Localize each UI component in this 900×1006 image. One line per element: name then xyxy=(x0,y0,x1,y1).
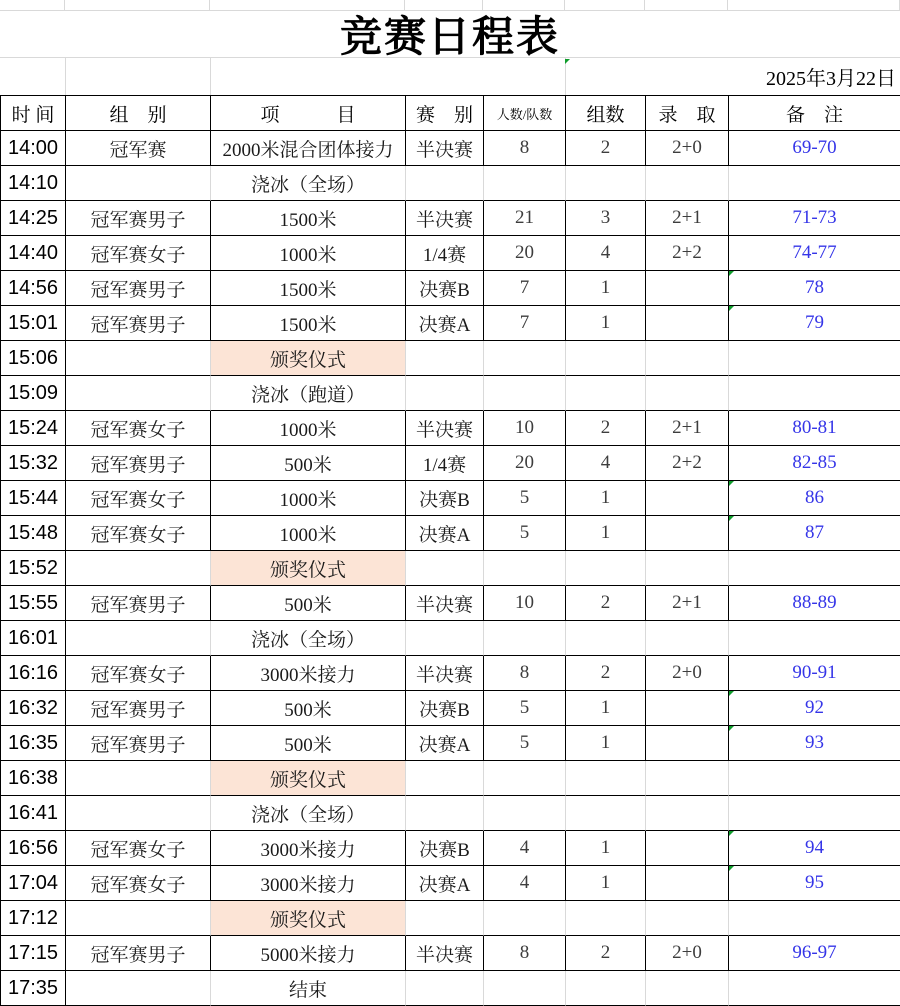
cell-group: 冠军赛男子 xyxy=(66,726,211,761)
cell-qualify xyxy=(646,166,729,201)
cell-group: 冠军赛 xyxy=(66,131,211,166)
cell-count xyxy=(484,551,566,586)
cell-group xyxy=(66,901,211,936)
cell-race xyxy=(406,971,484,1006)
cell-race: 1/4赛 xyxy=(406,236,484,271)
cell-event: 3000米接力 xyxy=(211,656,406,691)
cell-qualify xyxy=(646,376,729,411)
cell-count: 8 xyxy=(484,131,566,166)
cell-race xyxy=(406,761,484,796)
cell-count: 5 xyxy=(484,726,566,761)
cell-note xyxy=(729,761,900,796)
cell-time: 15:09 xyxy=(1,376,66,411)
cell-event: 浇冰（全场） xyxy=(211,796,406,831)
cell-race: 半决赛 xyxy=(406,411,484,446)
cell-race: 决赛B xyxy=(406,831,484,866)
cell-event: 1000米 xyxy=(211,481,406,516)
cell-count: 5 xyxy=(484,481,566,516)
cell-count: 10 xyxy=(484,586,566,621)
cell-qualify: 2+0 xyxy=(646,131,729,166)
cell-note: 88-89 xyxy=(729,586,900,621)
cell-time: 17:35 xyxy=(1,971,66,1006)
cell-group: 冠军赛男子 xyxy=(66,201,211,236)
cell-group-count: 1 xyxy=(566,691,646,726)
cell-race: 决赛A xyxy=(406,306,484,341)
cell-group-count xyxy=(566,971,646,1006)
cell-group-count: 1 xyxy=(566,516,646,551)
cell-count xyxy=(484,376,566,411)
cell-group: 冠军赛男子 xyxy=(66,936,211,971)
cell-qualify: 2+1 xyxy=(646,201,729,236)
cell-qualify xyxy=(646,726,729,761)
cell-event: 2000米混合团体接力 xyxy=(211,131,406,166)
cell-group-count: 4 xyxy=(566,446,646,481)
cell-group-count xyxy=(566,551,646,586)
gridline-segment xyxy=(565,0,645,10)
cell-race: 半决赛 xyxy=(406,586,484,621)
comment-marker-icon xyxy=(565,59,570,64)
cell-time: 16:41 xyxy=(1,796,66,831)
cell-count xyxy=(484,166,566,201)
cell-event: 浇冰（全场） xyxy=(211,621,406,656)
cell-count: 20 xyxy=(484,236,566,271)
cell-qualify xyxy=(646,691,729,726)
cell-time: 16:56 xyxy=(1,831,66,866)
cell-time: 15:48 xyxy=(1,516,66,551)
header-cell-qualify: 录 取 xyxy=(646,96,729,131)
cell-event: 浇冰（跑道） xyxy=(211,376,406,411)
cell-note: 86 xyxy=(729,481,900,516)
cell-count: 8 xyxy=(484,936,566,971)
cell-group: 冠军赛女子 xyxy=(66,236,211,271)
cell-note: 94 xyxy=(729,831,900,866)
cell-qualify: 2+1 xyxy=(646,411,729,446)
cell-qualify xyxy=(646,516,729,551)
cell-event: 1500米 xyxy=(211,271,406,306)
cell-race xyxy=(406,901,484,936)
cell-race: 半决赛 xyxy=(406,131,484,166)
gridline xyxy=(65,58,66,95)
cell-group: 冠军赛女子 xyxy=(66,866,211,901)
cell-group-count: 2 xyxy=(566,131,646,166)
cell-qualify xyxy=(646,481,729,516)
cell-time: 15:44 xyxy=(1,481,66,516)
cell-event: 颁奖仪式 xyxy=(211,341,406,376)
cell-group: 冠军赛男子 xyxy=(66,271,211,306)
cell-event: 颁奖仪式 xyxy=(211,901,406,936)
cell-event: 1000米 xyxy=(211,411,406,446)
cell-event: 结束 xyxy=(211,971,406,1006)
cell-qualify xyxy=(646,271,729,306)
cell-note: 69-70 xyxy=(729,131,900,166)
cell-event: 500米 xyxy=(211,691,406,726)
cell-time: 16:32 xyxy=(1,691,66,726)
cell-group-count: 1 xyxy=(566,726,646,761)
cell-qualify xyxy=(646,971,729,1006)
cell-group-count xyxy=(566,761,646,796)
cell-group-count: 2 xyxy=(566,936,646,971)
cell-race: 决赛A xyxy=(406,516,484,551)
date-row xyxy=(0,58,900,95)
header-cell-time: 时 间 xyxy=(1,96,66,131)
cell-time: 16:35 xyxy=(1,726,66,761)
cell-note: 93 xyxy=(729,726,900,761)
cell-event: 颁奖仪式 xyxy=(211,761,406,796)
cell-race xyxy=(406,551,484,586)
cell-qualify xyxy=(646,831,729,866)
cell-group-count: 1 xyxy=(566,306,646,341)
cell-count xyxy=(484,971,566,1006)
cell-count xyxy=(484,341,566,376)
cell-group xyxy=(66,376,211,411)
cell-race xyxy=(406,621,484,656)
cell-time: 14:10 xyxy=(1,166,66,201)
cell-race xyxy=(406,341,484,376)
cell-count: 20 xyxy=(484,446,566,481)
cell-note: 71-73 xyxy=(729,201,900,236)
gridline-segment xyxy=(728,0,900,10)
cell-race: 半决赛 xyxy=(406,656,484,691)
cell-count: 4 xyxy=(484,831,566,866)
cell-note xyxy=(729,551,900,586)
cell-group-count xyxy=(566,376,646,411)
cell-note: 82-85 xyxy=(729,446,900,481)
cell-note: 87 xyxy=(729,516,900,551)
cell-qualify xyxy=(646,796,729,831)
schedule-table xyxy=(0,95,900,1006)
cell-group: 冠军赛女子 xyxy=(66,831,211,866)
cell-race: 半决赛 xyxy=(406,936,484,971)
cell-time: 14:40 xyxy=(1,236,66,271)
cell-time: 14:00 xyxy=(1,131,66,166)
cell-time: 16:16 xyxy=(1,656,66,691)
cell-count: 8 xyxy=(484,656,566,691)
cell-group-count: 3 xyxy=(566,201,646,236)
cell-group-count: 2 xyxy=(566,411,646,446)
cell-qualify: 2+0 xyxy=(646,656,729,691)
cell-group-count: 1 xyxy=(566,831,646,866)
cell-event: 浇冰（全场） xyxy=(211,166,406,201)
cell-event: 3000米接力 xyxy=(211,866,406,901)
cell-group-count xyxy=(566,796,646,831)
gridline-segment xyxy=(645,0,728,10)
cell-group-count: 1 xyxy=(566,866,646,901)
cell-time: 16:01 xyxy=(1,621,66,656)
cell-event: 3000米接力 xyxy=(211,831,406,866)
cell-group-count: 1 xyxy=(566,271,646,306)
cell-note xyxy=(729,796,900,831)
cell-event: 500米 xyxy=(211,446,406,481)
cell-note xyxy=(729,341,900,376)
cell-qualify: 2+0 xyxy=(646,936,729,971)
cell-group-count: 2 xyxy=(566,586,646,621)
cell-group: 冠军赛男子 xyxy=(66,306,211,341)
cell-event: 1500米 xyxy=(211,306,406,341)
cell-race: 半决赛 xyxy=(406,201,484,236)
cell-count xyxy=(484,901,566,936)
cell-qualify xyxy=(646,621,729,656)
title-row xyxy=(0,11,900,61)
cell-note xyxy=(729,971,900,1006)
cell-race: 决赛B xyxy=(406,271,484,306)
cell-qualify xyxy=(646,306,729,341)
cell-note: 79 xyxy=(729,306,900,341)
cell-note xyxy=(729,621,900,656)
cell-time: 16:38 xyxy=(1,761,66,796)
cell-time: 15:24 xyxy=(1,411,66,446)
cell-qualify xyxy=(646,341,729,376)
cell-qualify: 2+2 xyxy=(646,236,729,271)
cell-group-count: 1 xyxy=(566,481,646,516)
cell-count: 7 xyxy=(484,271,566,306)
cell-note: 92 xyxy=(729,691,900,726)
cell-group-count xyxy=(566,341,646,376)
cell-time: 17:15 xyxy=(1,936,66,971)
cell-event: 1000米 xyxy=(211,516,406,551)
header-cell-group: 组 别 xyxy=(66,96,211,131)
page-title: 竞赛日程表 xyxy=(339,15,560,61)
cell-group: 冠军赛女子 xyxy=(66,516,211,551)
cell-race: 1/4赛 xyxy=(406,446,484,481)
cell-event: 1500米 xyxy=(211,201,406,236)
cell-group: 冠军赛女子 xyxy=(66,411,211,446)
cell-group xyxy=(66,971,211,1006)
cell-note xyxy=(729,166,900,201)
cell-group-count: 2 xyxy=(566,656,646,691)
cell-count: 21 xyxy=(484,201,566,236)
gridline-segment xyxy=(65,0,210,10)
cell-qualify xyxy=(646,866,729,901)
cell-note xyxy=(729,376,900,411)
cell-note xyxy=(729,901,900,936)
header-cell-count: 人数/队数 xyxy=(484,96,566,131)
cell-group-count xyxy=(566,621,646,656)
cell-count: 4 xyxy=(484,866,566,901)
header-cell-event: 项 目 xyxy=(211,96,406,131)
cell-note: 96-97 xyxy=(729,936,900,971)
cell-time: 17:04 xyxy=(1,866,66,901)
cell-note: 74-77 xyxy=(729,236,900,271)
cell-group xyxy=(66,761,211,796)
cell-group-count: 4 xyxy=(566,236,646,271)
header-cell-race: 赛 别 xyxy=(406,96,484,131)
cell-note: 78 xyxy=(729,271,900,306)
cell-count xyxy=(484,621,566,656)
cell-race xyxy=(406,376,484,411)
cell-group xyxy=(66,166,211,201)
cell-count: 7 xyxy=(484,306,566,341)
cell-time: 15:55 xyxy=(1,586,66,621)
cell-race: 决赛B xyxy=(406,481,484,516)
cell-time: 15:01 xyxy=(1,306,66,341)
cell-event: 颁奖仪式 xyxy=(211,551,406,586)
cell-note: 80-81 xyxy=(729,411,900,446)
cell-group-count xyxy=(566,166,646,201)
cell-event: 500米 xyxy=(211,586,406,621)
cell-race: 决赛A xyxy=(406,866,484,901)
cell-race: 决赛B xyxy=(406,691,484,726)
cell-time: 14:56 xyxy=(1,271,66,306)
cell-count: 5 xyxy=(484,516,566,551)
cell-group: 冠军赛女子 xyxy=(66,656,211,691)
cell-count xyxy=(484,761,566,796)
cell-group xyxy=(66,796,211,831)
gridline-segment xyxy=(0,0,65,10)
cell-time: 15:06 xyxy=(1,341,66,376)
cell-group-count xyxy=(566,901,646,936)
gridline xyxy=(210,58,211,95)
cell-qualify xyxy=(646,761,729,796)
cell-qualify xyxy=(646,551,729,586)
cell-count: 5 xyxy=(484,691,566,726)
cell-note: 90-91 xyxy=(729,656,900,691)
cell-group: 冠军赛女子 xyxy=(66,481,211,516)
cell-event: 500米 xyxy=(211,726,406,761)
cell-race: 决赛A xyxy=(406,726,484,761)
cell-race xyxy=(406,796,484,831)
cell-time: 17:12 xyxy=(1,901,66,936)
cell-group xyxy=(66,621,211,656)
cell-race xyxy=(406,166,484,201)
cell-time: 14:25 xyxy=(1,201,66,236)
cell-qualify: 2+2 xyxy=(646,446,729,481)
cell-count: 10 xyxy=(484,411,566,446)
cell-count xyxy=(484,796,566,831)
cell-time: 15:52 xyxy=(1,551,66,586)
cell-group xyxy=(66,551,211,586)
cell-qualify xyxy=(646,901,729,936)
header-cell-group-count: 组数 xyxy=(566,96,646,131)
cell-time: 15:32 xyxy=(1,446,66,481)
schedule-date: 2025年3月22日 xyxy=(766,68,896,90)
cell-qualify: 2+1 xyxy=(646,586,729,621)
cell-group: 冠军赛男子 xyxy=(66,446,211,481)
cell-group: 冠军赛男子 xyxy=(66,691,211,726)
cell-group: 冠军赛男子 xyxy=(66,586,211,621)
cell-group xyxy=(66,341,211,376)
cell-note: 95 xyxy=(729,866,900,901)
cell-event: 1000米 xyxy=(211,236,406,271)
header-cell-note: 备 注 xyxy=(729,96,900,131)
cell-event: 5000米接力 xyxy=(211,936,406,971)
